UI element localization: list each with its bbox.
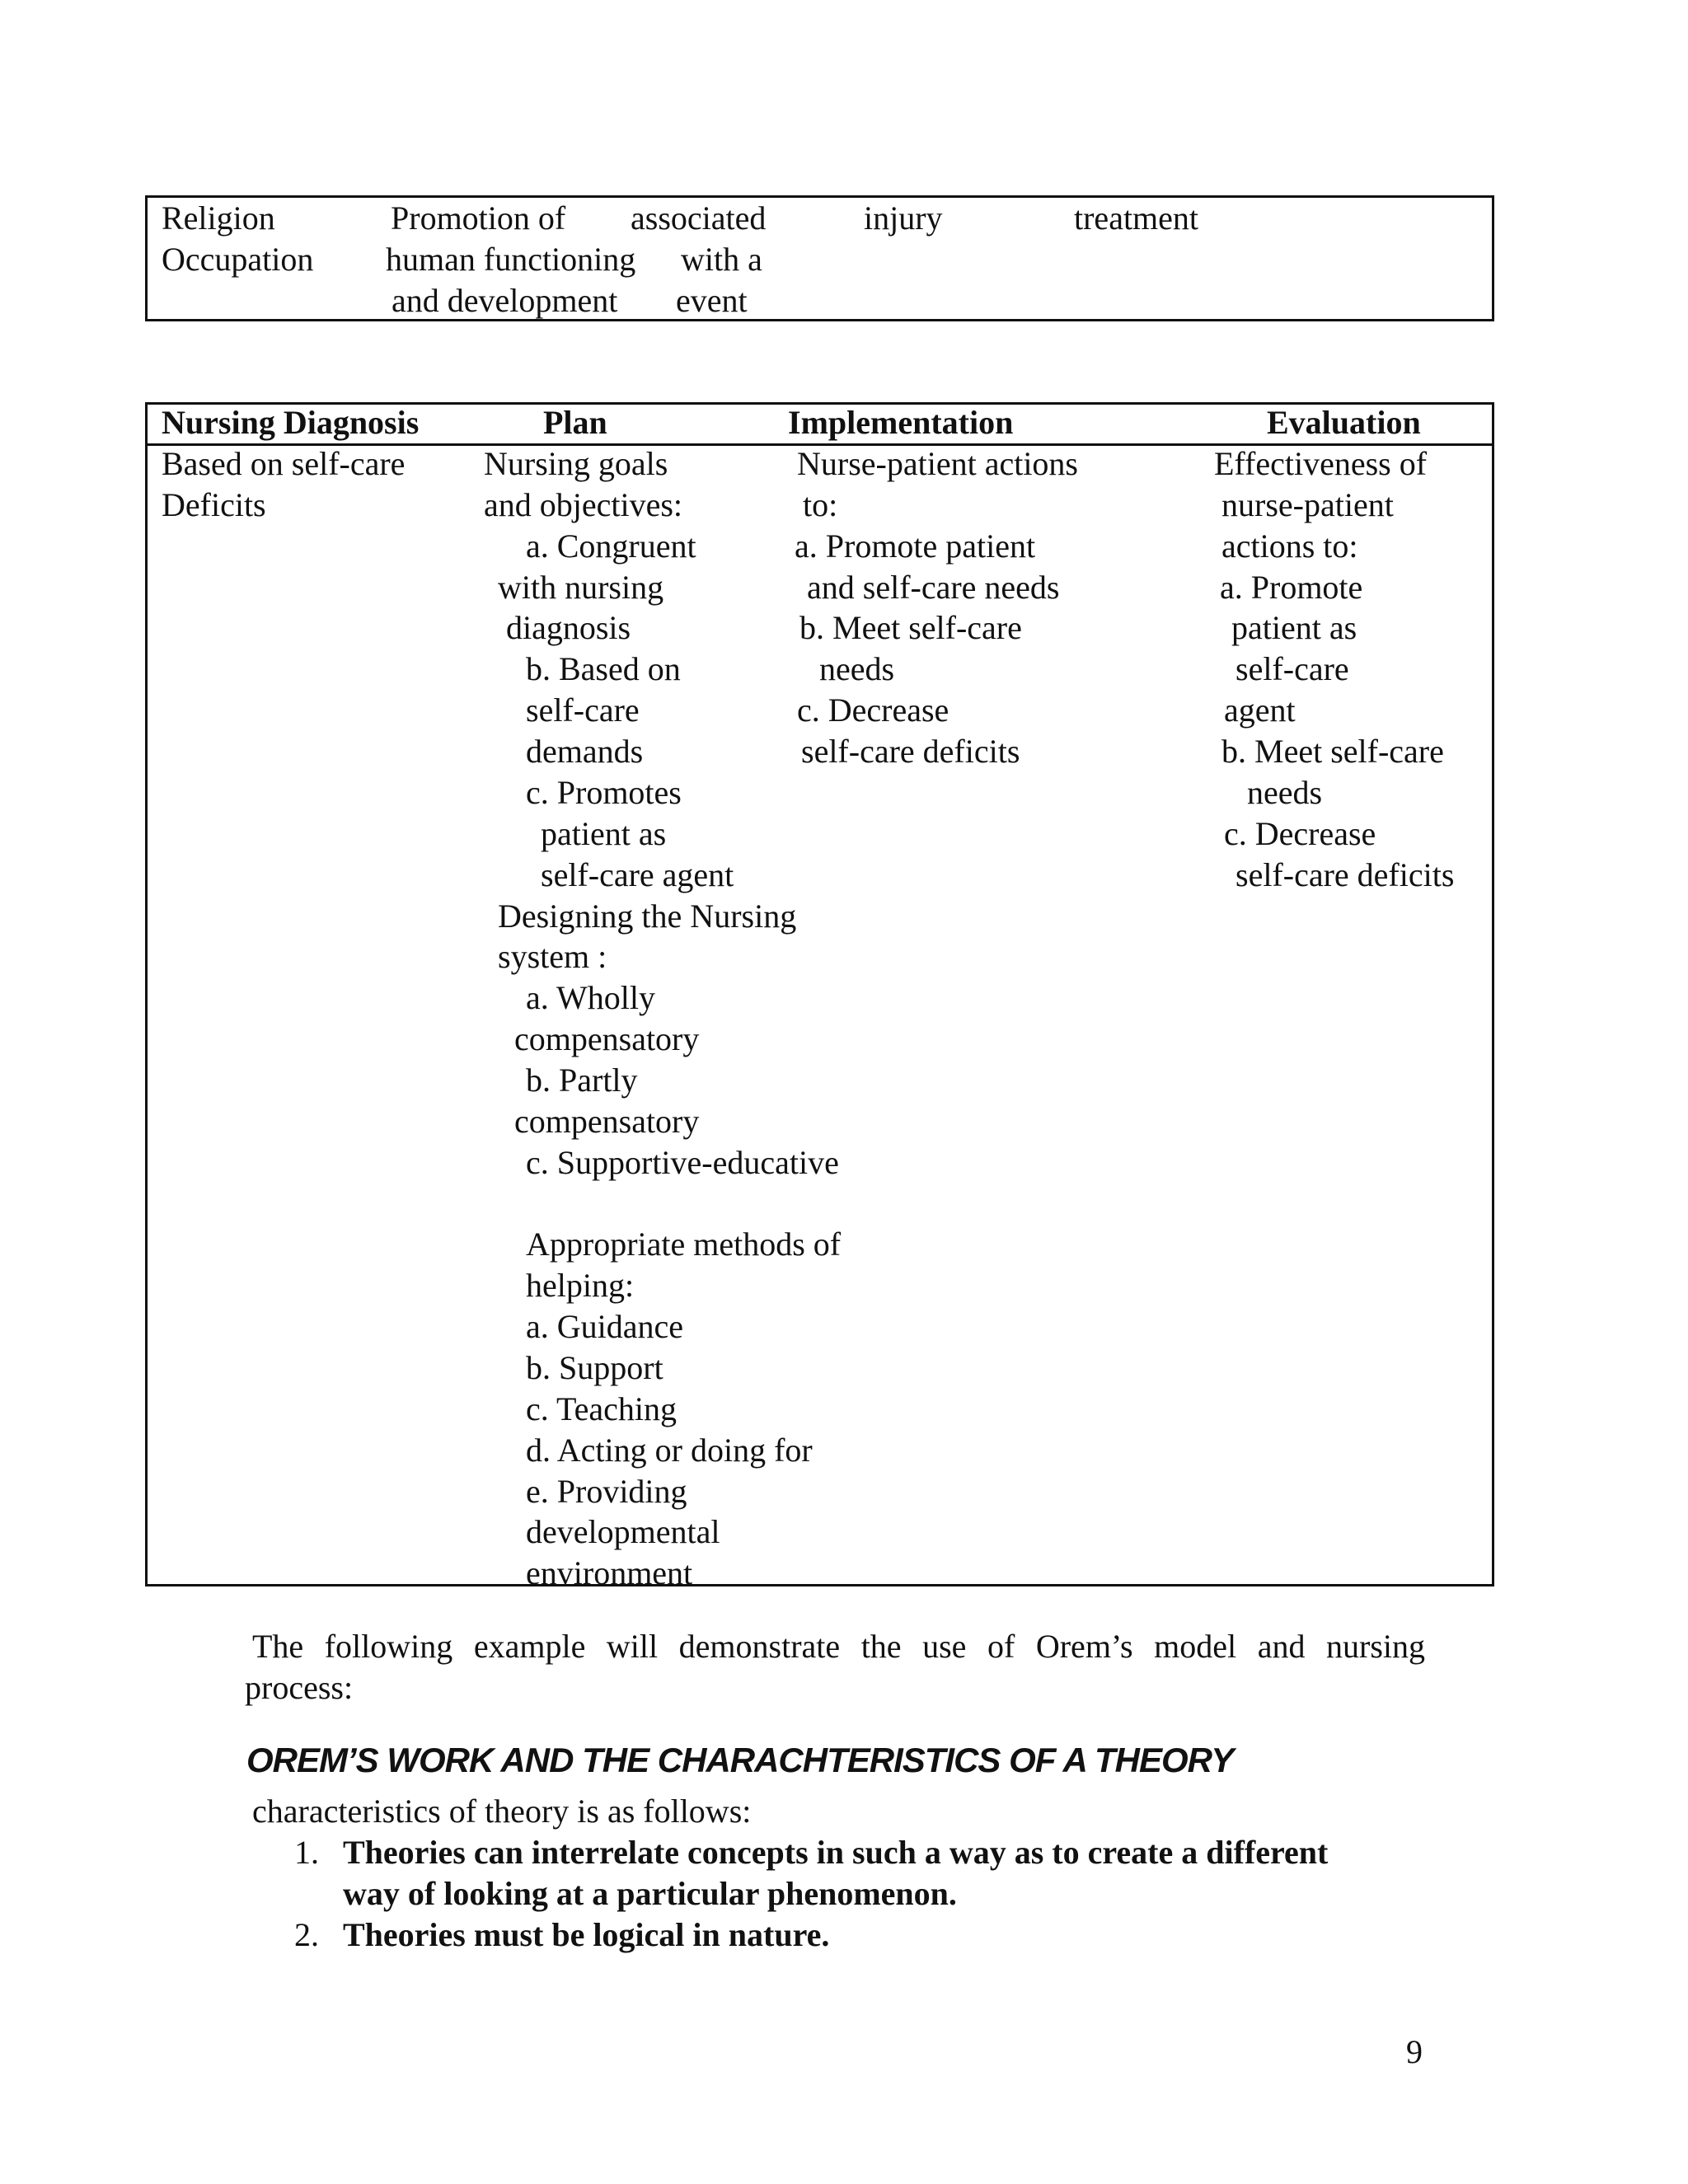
section-intro: characteristics of theory is as follows:	[252, 1793, 752, 1830]
plan-line: c. Supportive-educative	[526, 1144, 839, 1181]
implementation-line: b. Meet self-care	[799, 609, 1022, 646]
plan-line: system :	[498, 938, 607, 975]
list-item-number: 2.	[294, 1916, 319, 1953]
evaluation-line: self-care deficits	[1236, 856, 1455, 893]
header-nursing-diagnosis: Nursing Diagnosis	[162, 404, 420, 441]
implementation-line: needs	[819, 650, 895, 687]
implementation-line: a. Promote patient	[795, 527, 1036, 565]
intro-paragraph-line1: The following example will demonstrate the use of Orem’s model and nursing	[252, 1628, 1425, 1665]
plan-line: compensatory	[514, 1020, 700, 1057]
top-table-col2-line2: human functioning	[386, 241, 636, 278]
plan-line: c. Promotes	[526, 774, 682, 811]
page-number: 9	[1406, 2033, 1423, 2070]
top-table-col3-line2: with a	[681, 241, 762, 278]
top-table-col4-line1: injury	[864, 199, 943, 237]
plan-line: Designing the Nursing	[498, 898, 797, 935]
plan-line: environment	[526, 1554, 693, 1591]
plan-line: Nursing goals	[484, 445, 668, 482]
header-plan: Plan	[543, 404, 607, 441]
evaluation-line: self-care	[1236, 650, 1349, 687]
top-table-col1-line2: Occupation	[162, 241, 314, 278]
top-table	[145, 195, 1494, 321]
plan-line: a. Wholly	[526, 979, 656, 1016]
implementation-line: to:	[803, 486, 838, 523]
evaluation-line: nurse-patient	[1221, 486, 1394, 523]
diagnosis-line: Based on self-care	[162, 445, 406, 482]
top-table-col2-line1: Promotion of	[391, 199, 566, 237]
top-table-col5-line1: treatment	[1074, 199, 1199, 237]
evaluation-line: Effectiveness of	[1214, 445, 1428, 482]
plan-line: e. Providing	[526, 1473, 687, 1510]
top-table-col2-line3: and development	[392, 282, 618, 319]
plan-line: developmental	[526, 1513, 720, 1550]
top-table-col3-line1: associated	[631, 199, 767, 237]
implementation-line: and self-care needs	[807, 569, 1060, 606]
implementation-line: Nurse-patient actions	[797, 445, 1078, 482]
evaluation-line: patient as	[1231, 609, 1357, 646]
plan-line: demands	[526, 733, 644, 770]
plan-line: with nursing	[498, 569, 664, 606]
evaluation-line: b. Meet self-care	[1221, 733, 1444, 770]
section-heading: OREM’S WORK AND THE CHARACHTERISTICS OF A THEORY	[246, 1741, 1234, 1779]
plan-line: self-care agent	[541, 856, 734, 893]
evaluation-line: agent	[1224, 691, 1296, 729]
plan-line: and objectives:	[484, 486, 683, 523]
intro-paragraph-line2: process:	[245, 1669, 354, 1706]
header-implementation: Implementation	[788, 404, 1014, 441]
list-item-text: Theories must be logical in nature.	[343, 1916, 830, 1953]
plan-line: b. Support	[526, 1349, 663, 1386]
list-item-text: Theories can interrelate concepts in such a way as to create a different	[343, 1834, 1329, 1871]
evaluation-line: actions to:	[1221, 527, 1358, 565]
plan-line: b. Partly	[526, 1062, 638, 1099]
evaluation-line: needs	[1247, 774, 1323, 811]
evaluation-line: a. Promote	[1220, 569, 1363, 606]
plan-line: helping:	[526, 1267, 635, 1304]
implementation-line: c. Decrease	[797, 691, 950, 729]
plan-line: Appropriate methods of	[526, 1226, 842, 1263]
list-item-text: way of looking at a particular phenomenon.	[343, 1875, 957, 1912]
plan-line: a. Congruent	[526, 527, 696, 565]
plan-line: c. Teaching	[526, 1390, 678, 1427]
evaluation-line: c. Decrease	[1224, 815, 1376, 852]
list-item-number: 1.	[294, 1834, 319, 1871]
header-evaluation: Evaluation	[1267, 404, 1421, 441]
plan-line: a. Guidance	[526, 1308, 684, 1345]
diagnosis-line: Deficits	[162, 486, 266, 523]
plan-line: d. Acting or doing for	[526, 1432, 813, 1469]
implementation-line: self-care deficits	[801, 733, 1020, 770]
plan-line: patient as	[541, 815, 667, 852]
top-table-col1-line1: Religion	[162, 199, 275, 237]
plan-line: compensatory	[514, 1103, 700, 1140]
plan-line: diagnosis	[506, 609, 631, 646]
top-table-col3-line3: event	[676, 282, 748, 319]
plan-line: self-care	[526, 691, 640, 729]
plan-line: b. Based on	[526, 650, 681, 687]
